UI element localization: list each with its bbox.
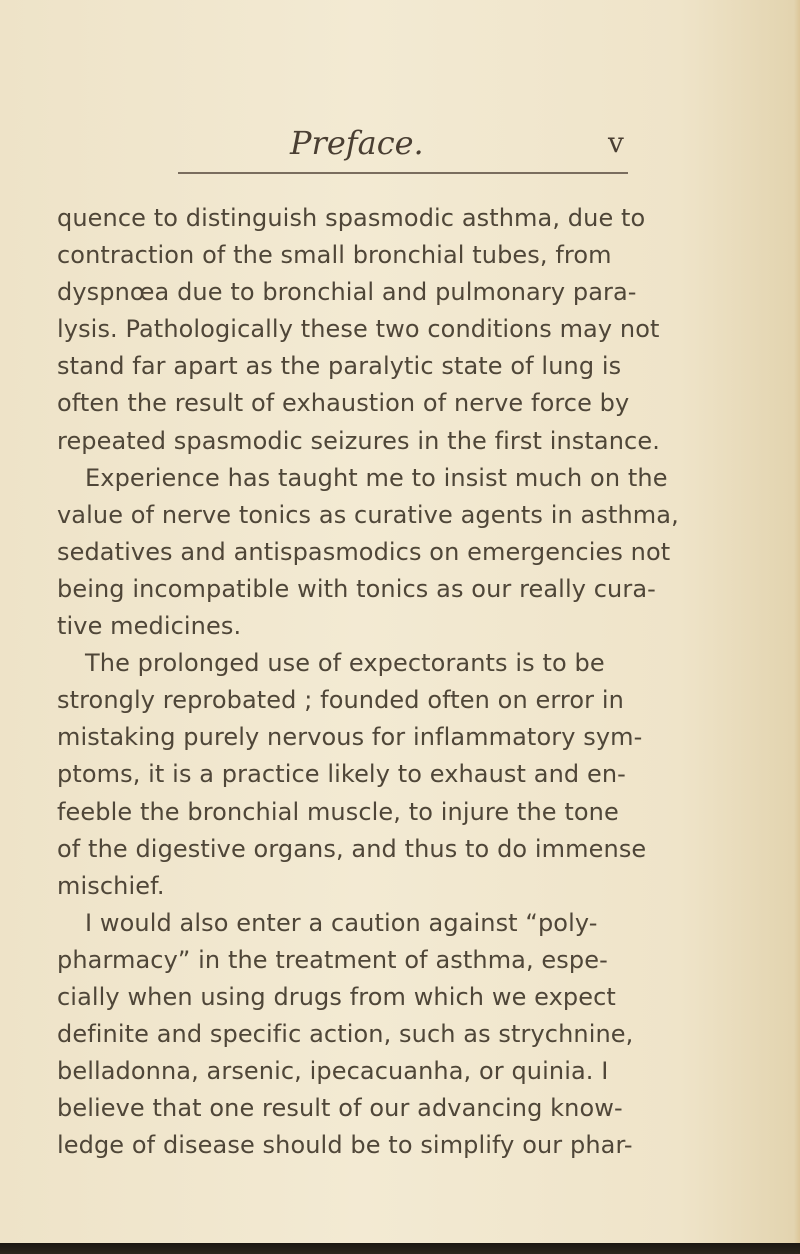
text-line: The prolonged use of expectorants is to be [85,649,605,678]
text-line: believe that one result of our advancing know- [57,1094,623,1123]
page-edge [794,0,800,1254]
text-line: lysis. Pathologically these two conditions may not [57,315,660,344]
text-line: stand far apart as the paralytic state of lung is [57,352,622,381]
running-head [0,124,800,164]
text-line: often the result of exhaustion of nerve force by [57,389,630,418]
body-text [57,200,679,1164]
text-line: ledge of disease should be to simplify our phar- [57,1131,633,1160]
text-line: ptoms, it is a practice likely to exhaust and en- [57,760,626,789]
text-line: mischief. [57,871,165,900]
text-line: being incompatible with tonics as our really cura- [57,574,656,603]
text-line: feeble the bronchial muscle, to injure the tone [57,797,619,826]
text-line: of the digestive organs, and thus to do immense [57,834,647,863]
text-line: belladonna, arsenic, ipecacuanha, or quinia. I [57,1057,609,1086]
text-line: strongly reprobated ; founded often on error in [57,686,624,715]
text-line: I would also enter a caution against “poly- [85,908,598,937]
running-title: Preface. [290,124,424,162]
text-line: value of nerve tonics as curative agents in asthma, [57,500,679,529]
text-line: repeated spasmodic seizures in the first instance. [57,426,660,455]
page-number: v [608,126,624,159]
text-line: pharmacy” in the treatment of asthma, espe- [57,945,608,974]
text-line: cially when using drugs from which we expect [57,982,616,1011]
text-line: Experience has taught me to insist much on the [85,463,668,492]
text-line: dyspnœa due to bronchial and pulmonary para- [57,278,637,307]
text-line: quence to distinguish spasmodic asthma, due to [57,204,646,232]
bottom-scan-edge [0,1243,800,1254]
text-line: mistaking purely nervous for inflammatory sym- [57,723,643,752]
text-line: definite and specific action, such as strychnine, [57,1020,634,1049]
header-rule [178,172,628,174]
text-line: tive medicines. [57,612,242,641]
text-line: sedatives and antispasmodics on emergencies not [57,537,671,566]
text-line: contraction of the small bronchial tubes, from [57,241,612,270]
